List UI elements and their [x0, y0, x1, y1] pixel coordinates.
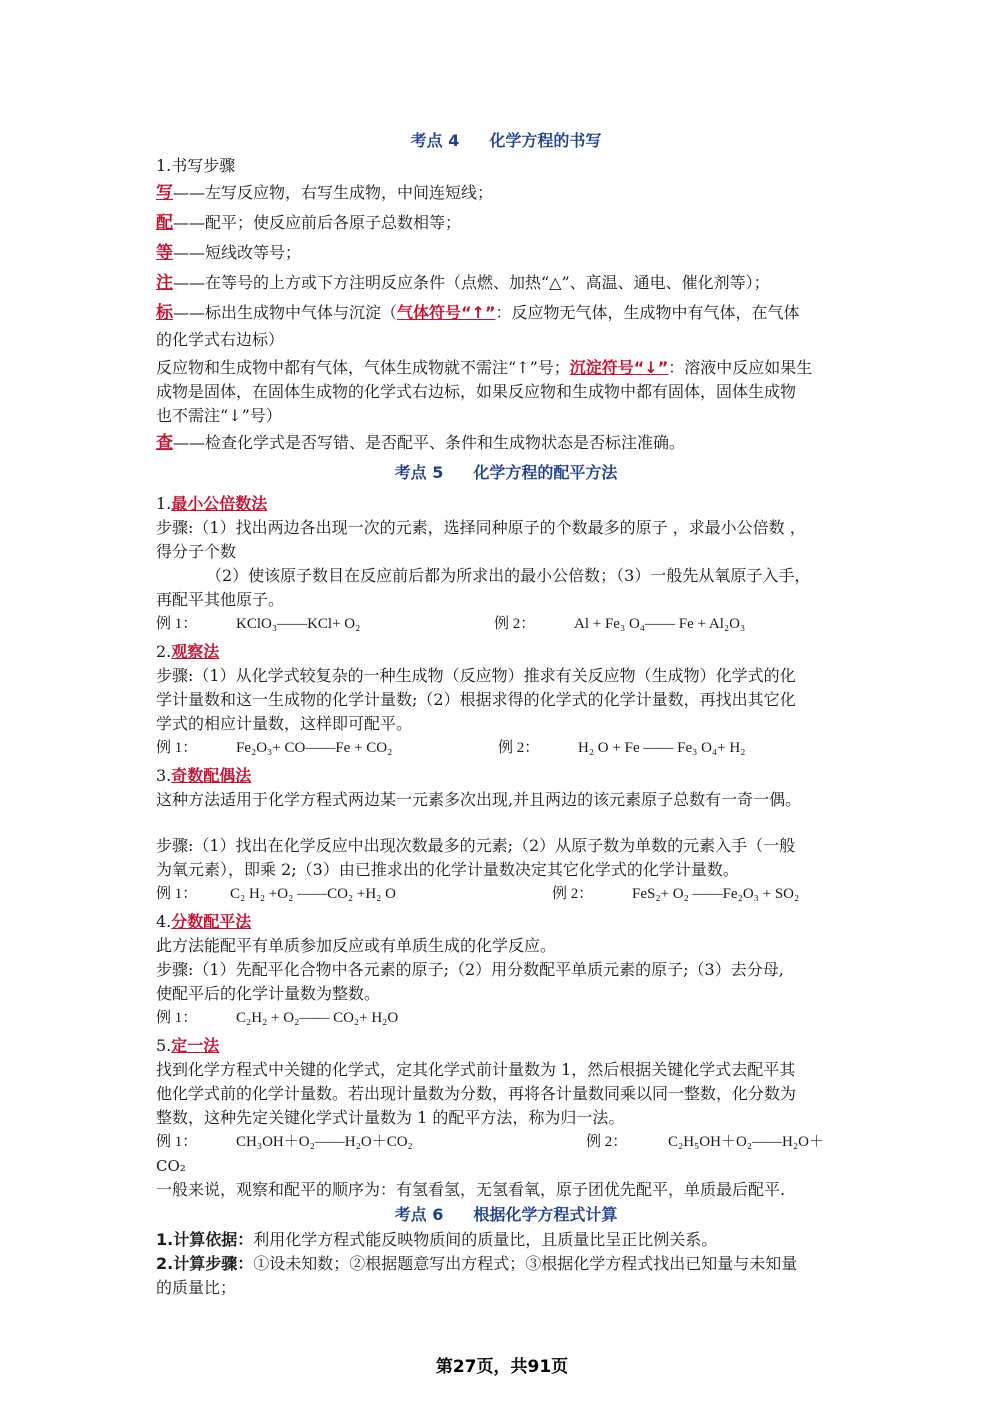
example-equation: Fe₂O₃+ CO——Fe + CO₂ [236, 740, 393, 756]
section-5-title: 化学方程的配平方法 [473, 463, 618, 482]
step-text: ——左写反应物，右写生成物，中间连短线； [173, 183, 494, 202]
method-title: 观察法 [171, 642, 220, 661]
section-4-number: 考点 4 [410, 131, 460, 150]
method-number: 4. [156, 912, 172, 931]
method-1-step: （2）使该原子数目在反应前后都为所求出的最小公倍数；（3）一般先从氧原子入手， [206, 566, 811, 585]
method-title: 定一法 [171, 1036, 220, 1055]
example-equation: C₂ H₂ +O₂ ——CO₂ +H₂ O [230, 886, 396, 902]
para-gas-cont: 也不需注“↓”号） [156, 406, 282, 425]
calc-text: 利用化学方程式能反映物质间的质量比，且质量比呈正比例关系。 [253, 1230, 718, 1249]
method-5-step: 找到化学方程式中关键的化学式，定其化学式前计量数为 1，然后根据关键化学式去配平其 [156, 1060, 796, 1079]
step-keyword: 注 [156, 273, 173, 293]
section-6-title: 根据化学方程式计算 [473, 1205, 618, 1224]
method-4-examples [156, 1006, 856, 1030]
calc-text: ①设未知数；②根据题意写出方程式；③根据化学方程式找出已知量与未知量 [253, 1254, 798, 1273]
example-equation: KClO₃——KCl+ O₂ [236, 616, 361, 632]
step-check [156, 428, 856, 458]
section-4-title: 化学方程的书写 [489, 131, 602, 150]
balancing-order: 一般来说，观察和配平的顺序为：有氢看氢，无氢看氧，原子团优先配平，单质最后配平. [156, 1180, 786, 1199]
calc-basis [156, 1228, 856, 1252]
method-2-step: 步骤:（1）从化学式较复杂的一种生成物（反应物）推求有关反应物（生成物）化学式的化 [156, 666, 796, 685]
method-1-step: 得分子个数 [156, 542, 237, 561]
example-label: 例 1： [156, 740, 198, 756]
example-label: 例 2： [552, 886, 594, 902]
method-2-heading [156, 640, 856, 664]
method-3-step: 为氧元素），即乘 2;（3）由已推求出的化学计量数决定其它化学式的化学计量数。 [156, 860, 739, 879]
precipitate-symbol: 沉淀符号“↓” [569, 358, 669, 377]
method-title: 最小公倍数法 [171, 494, 268, 513]
step-keyword: 配 [156, 213, 173, 233]
example-equation: C₂H₂ + O₂—— CO₂+ H₂O [236, 1010, 399, 1026]
para-text: 反应物和生成物中都有气体，气体生成物就不需注“↑”号； [156, 358, 570, 377]
step-mark-cont: 的化学式右边标） [156, 330, 285, 349]
example-label: 例 2： [494, 616, 536, 632]
method-5-heading [156, 1034, 856, 1058]
section-6-number: 考点 6 [394, 1205, 444, 1224]
method-1-examples [156, 612, 856, 636]
calc-label: 2.计算步骤： [156, 1254, 254, 1273]
method-5-step: 他化学式前的化学计量数。若出现计量数为分数，再将各计量数同乘以同一整数，化分数为 [156, 1084, 797, 1103]
method-number: 5. [156, 1036, 172, 1055]
method-2-step: 学计量数和这一生成物的化学计量数;（2）根据求得的化学式的化学计量数，再找出其它化 [156, 690, 796, 709]
step-text: ——检查化学式是否写错、是否配平、条件和生成物状态是否标注准确。 [173, 433, 686, 452]
example-equation: Al + Fe₃ O₄—— Fe + Al₂O₃ [574, 616, 746, 632]
section-5-heading [156, 460, 856, 486]
method-number: 3. [156, 766, 172, 785]
method-1-step: 再配平其他原子。 [156, 590, 285, 609]
step-text: ——标出生成物中气体与沉淀（ [173, 303, 398, 322]
example-equation: C₂H₅OH＋O₂——H₂O＋ [668, 1134, 824, 1150]
example-label: 例 2： [586, 1134, 628, 1150]
method-2-examples [156, 736, 856, 760]
document-body [156, 128, 856, 1300]
page-number: 第27页，共91页 [435, 1357, 569, 1377]
step-text: ——配平；使反应前后各原子总数相等； [173, 213, 462, 232]
method-4-desc: 此方法能配平有单质参加反应或有单质生成的化学反应。 [156, 936, 557, 955]
example-equation: CH₃OH＋O₂——H₂O＋CO₂ [236, 1134, 413, 1150]
para-gas-cont: 成物是固体，在固体生成物的化学式右边标，如果反应物和生成物中都有固体，固体生成物 [156, 382, 797, 401]
section-6-heading [156, 1202, 856, 1228]
step-keyword: 写 [156, 183, 173, 203]
method-3-step: 步骤:（1）找出在化学反应中出现次数最多的元素;（2）从原子数为单数的元素入手（一般 [156, 836, 796, 855]
para-gas [156, 356, 856, 380]
example-equation: FeS₂+ O₂ ——Fe₂O₃ + SO₂ [632, 886, 800, 902]
step-text: ——在等号的上方或下方注明反应条件（点燃、加热“△”、高温、通电、催化剂等）； [173, 273, 770, 292]
method-2-step: 学式的相应计量数，这样即可配平。 [156, 714, 413, 733]
calc-steps-cont: 的质量比； [156, 1278, 237, 1297]
step-keyword: 标 [156, 303, 173, 323]
method-3-examples [156, 882, 856, 906]
step-text: ——短线改等号； [173, 243, 302, 262]
example-label: 例 1： [156, 1134, 198, 1150]
step-balance [156, 208, 856, 238]
method-1-step: 步骤:（1）找出两边各出现一次的元素，选择同种原子的个数最多的原子 ，求最小公倍数 ， [156, 518, 806, 537]
method-number: 2. [156, 642, 172, 661]
calc-steps [156, 1252, 856, 1276]
step-text: ：反应物无气体，生成物中有气体，在气体 [495, 303, 800, 322]
step-keyword: 查 [156, 433, 173, 453]
method-number: 1. [156, 494, 172, 513]
method-3-desc: 这种方法适用于化学方程式两边某一元素多次出现,并且两边的该元素原子总数有一奇一偶。 [156, 790, 802, 809]
gas-symbol: 气体符号“↑” [397, 303, 496, 322]
steps-heading: 1.书写步骤 [156, 156, 236, 175]
step-keyword: 等 [156, 243, 173, 263]
method-5-examples [156, 1130, 856, 1154]
method-4-heading [156, 910, 856, 934]
example-label: 例 1： [156, 1010, 198, 1026]
step-note [156, 268, 856, 298]
section-4-heading [156, 128, 856, 154]
method-5-step: 整数，这种先定关键化学式计量数为 1 的配平方法，称为归一法。 [156, 1108, 625, 1127]
example-equation: H₂ O + Fe —— Fe₃ O₄+ H₂ [578, 740, 746, 756]
example-label: 例 1： [156, 886, 198, 902]
method-title: 分数配平法 [171, 912, 252, 931]
method-title: 奇数配偶法 [171, 766, 252, 785]
example-equation-cont: CO₂ [156, 1157, 186, 1175]
calc-label: 1.计算依据： [156, 1230, 254, 1249]
step-equal [156, 238, 856, 268]
step-mark [156, 298, 856, 328]
step-write [156, 178, 856, 208]
section-5-number: 考点 5 [394, 463, 444, 482]
method-3-heading [156, 764, 856, 788]
method-4-step: 步骤:（1）先配平化合物中各元素的原子;（2）用分数配平单质元素的原子;（3）去分母, [156, 960, 784, 979]
example-label: 例 1： [156, 616, 198, 632]
para-text: ：溶液中反应如果生 [668, 358, 813, 377]
example-label: 例 2： [498, 740, 540, 756]
method-1-heading [156, 492, 856, 516]
method-4-step: 使配平后的化学计量数为整数。 [156, 984, 381, 1003]
